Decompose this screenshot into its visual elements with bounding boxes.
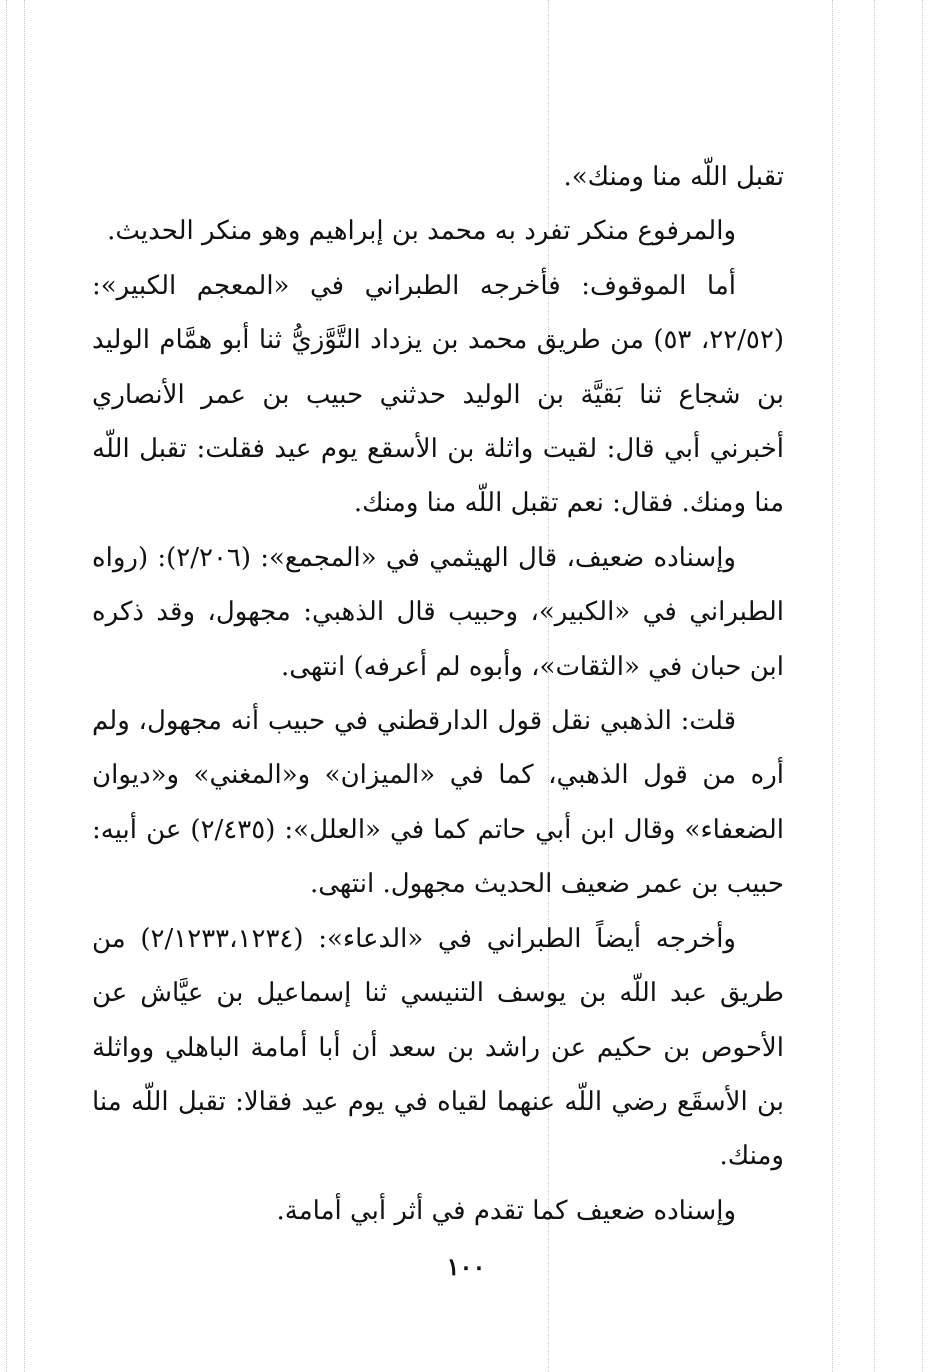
paragraph-marfu: والمرفوع منكر تفرد به محمد بن إبراهيم وهو منكر الحديث. (107, 216, 736, 247)
scan-guide-line (874, 0, 875, 1372)
scan-guide-line (832, 0, 833, 1372)
paragraph-mawquf: أما الموقوف: فأخرجه الطبراني في «المعجم الكبير»: (٢٢/٥٢، ٥٣) من طريق محمد بن يزداد التَّوَّزيُّ ثنا أبو همَّام الوليد بن شجاع ثنا بَقيَّة بن الوليد حدثني حبيب بن عمر الأنصاري أخبرني أبي قال: لقيت واثلة بن الأسقع يوم عيد فقلت: تقبل اللّه منا ومنك. فقال: نعم تقبل اللّه منا ومنك. (92, 270, 785, 519)
paragraph-conclusion: وإسناده ضعيف كما تقدم في أثر أبي أمامة. (276, 1195, 736, 1226)
paragraph-dua-narration: وأخرجه أيضاً الطبراني في «الدعاء»: (٢/١٢٣٣،١٢٣٤) من طريق عبد اللّه بن يوسف التنيسي ثنا إسماعيل بن عيَّاش عن الأحوص بن حكيم عن راشد بن سعد أن أبا أمامة الباهلي وواثلة بن الأسقَع رضي اللّه عنهما لقياه في يوم عيد فقالا: تقبل اللّه منا ومنك. (92, 923, 784, 1172)
scan-guide-line (922, 0, 923, 1372)
body-text (92, 150, 784, 1238)
paragraph-isnad-haythami: وإسناده ضعيف، قال الهيثمي في «المجمع»: (٢/٢٠٦): (رواه الطبراني في «الكبير»، وحبيب قال الذهبي: مجهول، وقد ذكره ابن حبان في «الثقات»، وأبوه لم أعرفه) انتهى. (92, 542, 784, 682)
scan-guide-line (6, 0, 7, 1372)
paragraph-continuation: تقبل اللّه منا ومنك». (563, 162, 784, 192)
page-number: ١٠٠ (446, 1252, 486, 1281)
paragraph-dhahabi-note: قلت: الذهبي نقل قول الدارقطني في حبيب أنه مجهول، ولم أره من قول الذهبي، كما في «الميزان» و«المغني» و«ديوان الضعفاء» وقال ابن أبي حاتم كما في «العلل»: (٢/٤٣٥) عن أبيه: حبيب بن عمر ضعيف الحديث مجهول. انتهى. (92, 706, 784, 900)
scan-guide-line (24, 0, 25, 1372)
